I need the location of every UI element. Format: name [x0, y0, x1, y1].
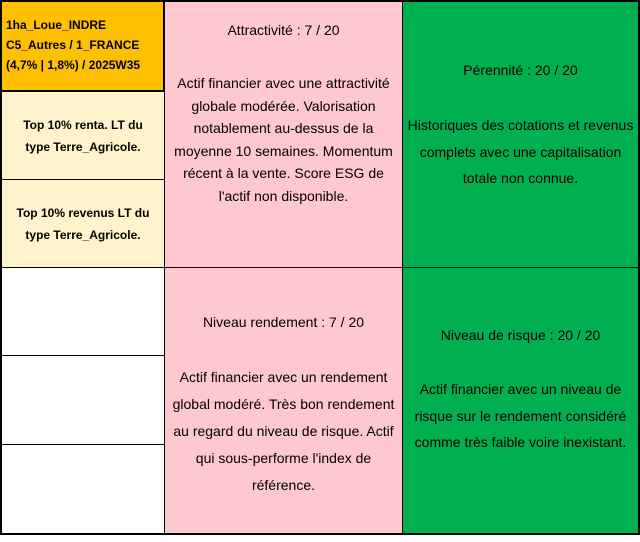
- empty-cell: [0, 444, 165, 535]
- risque-text: Actif financier avec un niveau de risque sur le rendement considéré comme très faible voire inexistant.: [414, 381, 627, 450]
- perennite-cell: [402, 0, 640, 268]
- perennite-text: Historiques des cotations et revenus complets avec une capitalisation totale non connue.: [407, 117, 634, 186]
- highlight-text: Top 10% renta. LT du type Terre_Agricole.: [23, 117, 143, 154]
- asset-name: 1ha_Loue_INDRE: [6, 18, 107, 32]
- perennite-title: Pérennité : 20 / 20: [463, 62, 578, 78]
- rendement-title: Niveau rendement : 7 / 20: [202, 314, 365, 330]
- rendement-cell: [164, 267, 403, 535]
- empty-cell: [0, 267, 165, 356]
- highlight-cell-rentability: [0, 91, 165, 180]
- asset-yield-week: (4,7% | 1,8%) / 2025W35: [6, 58, 141, 72]
- rendement-text: Actif financier avec un rendement global modéré. Très bon rendement au regard du niveau de risque. Actif qui sous-performe l'index de référence.: [172, 369, 395, 493]
- attractivite-title: Attractivité : 7 / 20: [227, 22, 340, 38]
- highlight-cell-revenue: [0, 179, 165, 268]
- attractivite-cell: [164, 0, 403, 268]
- empty-cell: [0, 355, 165, 445]
- risque-cell: [402, 267, 640, 535]
- highlight-text: Top 10% revenus LT du type Terre_Agricole.: [16, 205, 150, 242]
- attractivite-text: Actif financier avec une attractivité globale modérée. Valorisation notablement au-dessus de la moyenne 10 semaines. Momentum récent à la vente. Score ESG de l'actif non disponible.: [174, 75, 393, 204]
- risque-title: Niveau de risque : 20 / 20: [440, 327, 601, 343]
- asset-category: C5_Autres / 1_FRANCE: [6, 38, 140, 52]
- asset-header-cell: [0, 0, 165, 92]
